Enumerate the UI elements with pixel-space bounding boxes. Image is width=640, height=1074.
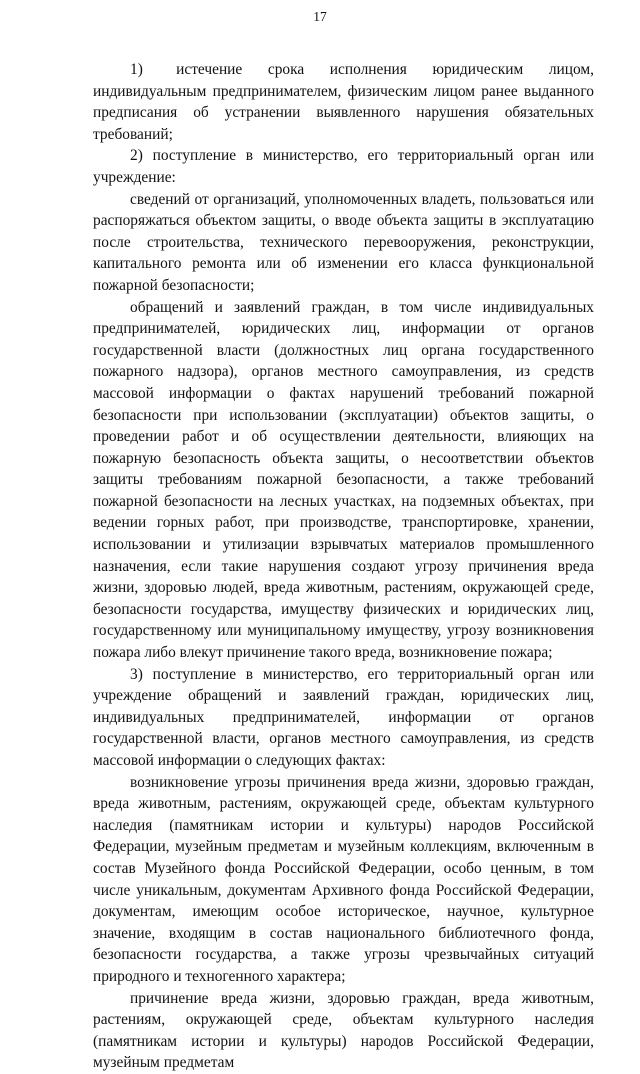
document-body bbox=[93, 59, 594, 1074]
paragraph: 3) поступление в министерство, его территориальный орган или учреждение обращений и заявлений граждан, юридических лиц, индивидуальных предпринимателей, информации от органов государственной власти, органов местного самоуправления, из средств массовой информации о следующих фактах: bbox=[93, 665, 594, 769]
paragraph: сведений от организаций, уполномоченных владеть, пользоваться или распоряжаться объектом защиты, о вводе объекта защиты в эксплуатацию после строительства, технического перевооружения, реконструкции, капитального ремонта или об изменении его класса функциональной пожарной безопасности; bbox=[93, 190, 594, 294]
paragraph: 2) поступление в министерство, его территориальный орган или учреждение: bbox=[93, 147, 594, 186]
page-number: 17 bbox=[313, 9, 327, 24]
paragraph: причинение вреда жизни, здоровью граждан, вреда животным, растениям, окружающей среде, объектам культурного наследия (памятникам истории и культуры) народов Российской Федерации, музейным предметам bbox=[93, 989, 594, 1072]
paragraph: 1) истечение срока исполнения юридическим лицом, индивидуальным предпринимателем, физическим лицом ранее выданного предписания об устранении выявленного нарушения обязательных требований; bbox=[93, 61, 594, 143]
paragraph: возникновение угрозы причинения вреда жизни, здоровью граждан, вреда животным, растениям, окружающей среде, объектам культурного наследия (памятникам истории и культуры) народов Российской Федерации, музейным предметам и музейным коллекциям, включенным в состав Музейного фонда Российской Федерации, особо ценным, в том числе уникальным, документам Архивного фонда Российской Федерации, документам, имеющим особое историческое, научное, культурное значение, входящим в состав национального библиотечного фонда, безопасности государства, а также угрозы чрезвычайных ситуаций природного и техногенного характера; bbox=[93, 773, 594, 985]
paragraph: обращений и заявлений граждан, в том числе индивидуальных предпринимателей, юридических лиц, информации от органов государственной власти (должностных лиц органа государственного пожарного надзора), органов местного самоуправления, из средств массовой информации о фактах нарушений требований пожарной безопасности при использовании (эксплуатации) объектов защиты, о проведении работ и об осуществлении деятельности, влияющих на пожарную безопасность объекта защиты, о несоответствии объектов защиты требованиям пожарной безопасности, а также требований пожарной безопасности на лесных участках, на подземных объектах, при ведении горных работ, при производстве, транспортировке, хранении, использовании и утилизации взрывчатых материалов промышленного назначения, если такие нарушения создают угрозу причинения вреда жизни, здоровью людей, вреда животным, растениям, окружающей среде, безопасности государства, имуществу физических и юридических лиц, государственному или муниципальному имуществу, угрозу возникновения пожара либо влекут причинение такого вреда, возникновение пожара; bbox=[93, 298, 594, 662]
